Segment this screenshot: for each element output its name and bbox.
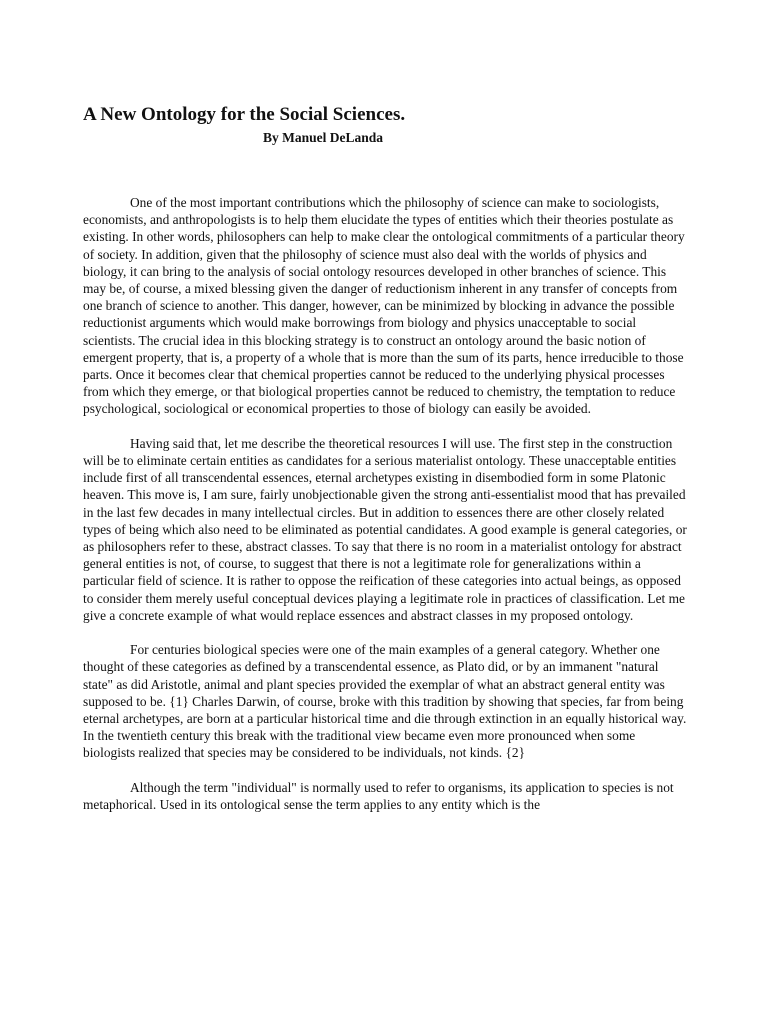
paragraph: Although the term "individual" is normally used to refer to organisms, its application to species is not metaphorical. Used in its ontological sense the term applies to any entity which is the xyxy=(83,779,674,813)
paragraph: Having said that, let me describe the theoretical resources I will use. The first step in the construction will be to eliminate certain entities as candidates for a serious materialist ontology. These unacceptable entities include first of all transcendental essences, eternal archetypes existing in disembodied form in some Platonic heaven. This move is, I am sure, fairly unobjectionable given the strong anti-essentialist mood that has prevailed in the last few decades in many intellectual circles. But in addition to essences there are other closely related types of being which also need to be eliminated as potential candidates. A good example is general categories, or as philosophers refer to these, abstract classes. To say that there is no room in a materialist ontology for abstract general entities is not, of course, to suggest that there is not a legitimate role for generalizations within a particular field of science. It is rather to oppose the reification of these categories into actual beings, as opposed to consider them merely useful conceptual devices playing a legitimate role in practices of classification. Let me give a concrete example of what would replace essences and abstract classes in my proposed ontology. xyxy=(83,435,687,623)
document-page xyxy=(83,104,687,830)
document-body xyxy=(83,194,687,813)
paragraph: One of the most important contributions which the philosophy of science can make to sociologists, economists, and anthropologists is to help them elucidate the types of entities which their theories postulate as existing. In other words, philosophers can help to make clear the ontological commitments of a particular theory of society. In addition, given that the philosophy of science must also deal with the worlds of physics and biology, it can bring to the analysis of social ontology resources developed in other branches of science. This may be, of course, a mixed blessing given the danger of reductionism inherent in any transfer of concepts from one branch of science to another. This danger, however, can be minimized by blocking in advance the possible reductionist arguments which would make borrowings from biology and physics unacceptable to social scientists. The crucial idea in this blocking strategy is to construct an ontology around the basic notion of emergent property, that is, a property of a whole that is more than the sum of its parts, hence irreducible to those parts. Once it becomes clear that chemical properties cannot be reduced to the underlying physical processes from which they emerge, or that biological properties cannot be reduced to chemistry, the temptation to reduce psychological, sociological or economical properties to those of biology can easily be avoided. xyxy=(83,195,685,417)
page-title: A New Ontology for the Social Sciences. xyxy=(83,104,406,125)
paragraph: For centuries biological species were one of the main examples of a general category. Whether one thought of these categories as defined by a transcendental essence, as Plato did, or by an immanent "natural state" as did Aristotle, animal and plant species provided the exemplar of what an abstract general entity was supposed to be. {1} Charles Darwin, of course, broke with this tradition by showing that species, far from being eternal archetypes, are born at a particular historical time and die through extinction in an equally historical way. In the twentieth century this break with the traditional view became even more pronounced when some biologists realized that species may be considered to be individuals, not kinds. {2} xyxy=(83,642,687,761)
author-byline: By Manuel DeLanda xyxy=(263,130,384,145)
